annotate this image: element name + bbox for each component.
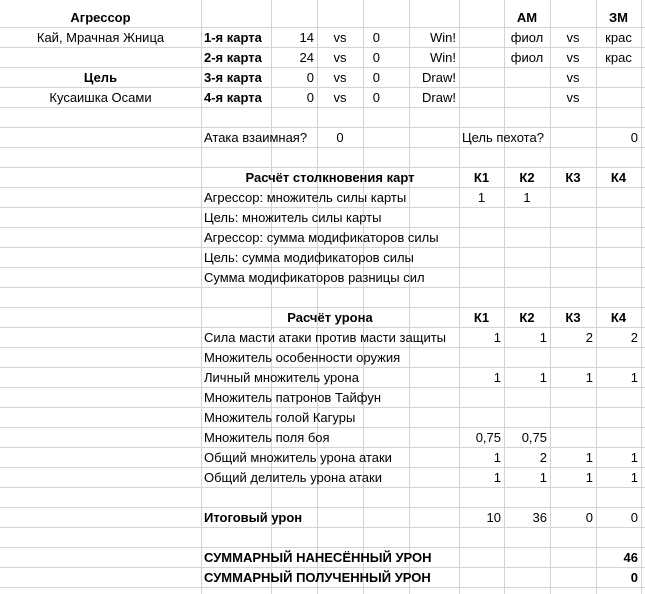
card-suit-vs[interactable]: vs [566, 50, 580, 65]
damage-col-header[interactable]: К3 [565, 310, 581, 325]
collision-row-label[interactable]: Сумма модификаторов разницы сил [204, 270, 425, 285]
damage-row-label[interactable]: Общий делитель урона атаки [204, 470, 382, 485]
collision-row-label[interactable]: Агрессор: множитель силы карты [204, 190, 407, 205]
total-dealt-value[interactable]: 46 [623, 550, 638, 565]
damage-value[interactable]: 1 [493, 450, 501, 465]
card-aggressor-value[interactable]: 0 [306, 70, 314, 85]
damage-value[interactable]: 1 [630, 470, 638, 485]
card-zm-suit[interactable]: крас [605, 50, 632, 65]
damage-value[interactable]: 0,75 [521, 430, 547, 445]
card-aggressor-value[interactable]: 0 [306, 90, 314, 105]
am-label[interactable]: АМ [516, 10, 538, 25]
damage-value[interactable]: 1 [585, 470, 593, 485]
card-aggressor-value[interactable]: 24 [299, 50, 314, 65]
damage-row-label[interactable]: Множитель поля боя [204, 430, 330, 445]
card-suit-vs[interactable]: vs [566, 70, 580, 85]
final-damage-value[interactable]: 10 [486, 510, 501, 525]
damage-col-header[interactable]: К4 [610, 310, 627, 325]
collision-row-label[interactable]: Цель: сумма модификаторов силы [204, 250, 414, 265]
collision-col-header[interactable]: К2 [519, 170, 535, 185]
final-damage-value[interactable]: 0 [585, 510, 593, 525]
grid-line [459, 0, 460, 594]
grid-line [504, 0, 505, 594]
damage-value[interactable]: 1 [539, 370, 547, 385]
card-label[interactable]: 1-я карта [204, 30, 262, 45]
aggressor-label[interactable]: Агрессор [70, 10, 131, 25]
collision-value[interactable]: 1 [477, 190, 486, 205]
card-result[interactable]: Draw! [422, 70, 456, 85]
damage-row-label[interactable]: Сила масти атаки против масти защиты [204, 330, 447, 345]
final-damage-value[interactable]: 0 [630, 510, 638, 525]
damage-value[interactable]: 0,75 [475, 430, 501, 445]
mutual-attack-label[interactable]: Атака взаимная? [204, 130, 308, 145]
card-vs[interactable]: vs [333, 30, 347, 45]
damage-value[interactable]: 1 [630, 370, 638, 385]
card-target-value[interactable]: 0 [372, 90, 380, 105]
damage-value[interactable]: 1 [585, 450, 593, 465]
damage-value[interactable]: 1 [630, 450, 638, 465]
card-target-value[interactable]: 0 [372, 50, 380, 65]
collision-value[interactable]: 1 [523, 190, 531, 205]
collision-row-label[interactable]: Агрессор: сумма модификаторов силы [204, 230, 439, 245]
damage-row-label[interactable]: Личный множитель урона [204, 370, 359, 385]
card-suit-vs[interactable]: vs [566, 30, 580, 45]
card-vs[interactable]: vs [333, 70, 347, 85]
total-received-value[interactable]: 0 [630, 570, 638, 585]
final-damage-label[interactable]: Итоговый урон [204, 510, 303, 525]
damage-value[interactable]: 2 [630, 330, 638, 345]
card-am-suit[interactable]: фиол [510, 50, 544, 65]
damage-row-label[interactable]: Множитель голой Кагуры [204, 410, 356, 425]
damage-col-header[interactable]: К1 [473, 310, 490, 325]
total-dealt-label[interactable]: СУММАРНЫЙ НАНЕСЁННЫЙ УРОН [204, 550, 432, 565]
damage-value[interactable]: 1 [539, 330, 547, 345]
damage-value[interactable]: 1 [493, 470, 501, 485]
damage-value[interactable]: 2 [539, 450, 547, 465]
grid-line [641, 0, 642, 594]
card-am-suit[interactable]: фиол [510, 30, 544, 45]
card-vs[interactable]: vs [333, 90, 347, 105]
damage-row-label[interactable]: Общий множитель урона атаки [204, 450, 392, 465]
target-label[interactable]: Цель [83, 70, 118, 85]
card-zm-suit[interactable]: крас [605, 30, 632, 45]
aggressor-name[interactable]: Кай, Мрачная Жница [36, 30, 165, 45]
total-received-label[interactable]: СУММАРНЫЙ ПОЛУЧЕННЫЙ УРОН [204, 570, 431, 585]
damage-value[interactable]: 1 [585, 370, 593, 385]
collision-col-header[interactable]: К4 [610, 170, 627, 185]
card-result[interactable]: Win! [430, 50, 456, 65]
collision-title[interactable]: Расчёт столкновения карт [245, 170, 415, 185]
card-target-value[interactable]: 0 [372, 30, 380, 45]
card-suit-vs[interactable]: vs [566, 90, 580, 105]
zm-label[interactable]: ЗМ [609, 10, 628, 25]
damage-row-label[interactable]: Множитель патронов Тайфун [204, 390, 382, 405]
card-label[interactable]: 2-я карта [204, 50, 262, 65]
target-infantry-label[interactable]: Цель пехота? [462, 130, 544, 145]
final-damage-value[interactable]: 36 [532, 510, 547, 525]
damage-title[interactable]: Расчёт урона [287, 310, 373, 325]
damage-value[interactable]: 2 [585, 330, 593, 345]
card-vs[interactable]: vs [333, 50, 347, 65]
card-aggressor-value[interactable]: 14 [299, 30, 314, 45]
card-result[interactable]: Win! [430, 30, 456, 45]
card-result[interactable]: Draw! [422, 90, 456, 105]
grid-line [596, 0, 597, 594]
damage-col-header[interactable]: К2 [519, 310, 535, 325]
damage-value[interactable]: 1 [493, 330, 501, 345]
collision-col-header[interactable]: К3 [565, 170, 581, 185]
damage-value[interactable]: 1 [493, 370, 501, 385]
mutual-attack-value[interactable]: 0 [336, 130, 344, 145]
target-name[interactable]: Кусаишка Осами [49, 90, 152, 105]
collision-col-header[interactable]: К1 [473, 170, 490, 185]
card-label[interactable]: 3-я карта [204, 70, 262, 85]
damage-value[interactable]: 1 [539, 470, 547, 485]
card-label[interactable]: 4-я карта [204, 90, 262, 105]
collision-row-label[interactable]: Цель: множитель силы карты [204, 210, 382, 225]
damage-row-label[interactable]: Множитель особенности оружия [204, 350, 401, 365]
target-infantry-value[interactable]: 0 [630, 130, 638, 145]
card-target-value[interactable]: 0 [372, 70, 380, 85]
